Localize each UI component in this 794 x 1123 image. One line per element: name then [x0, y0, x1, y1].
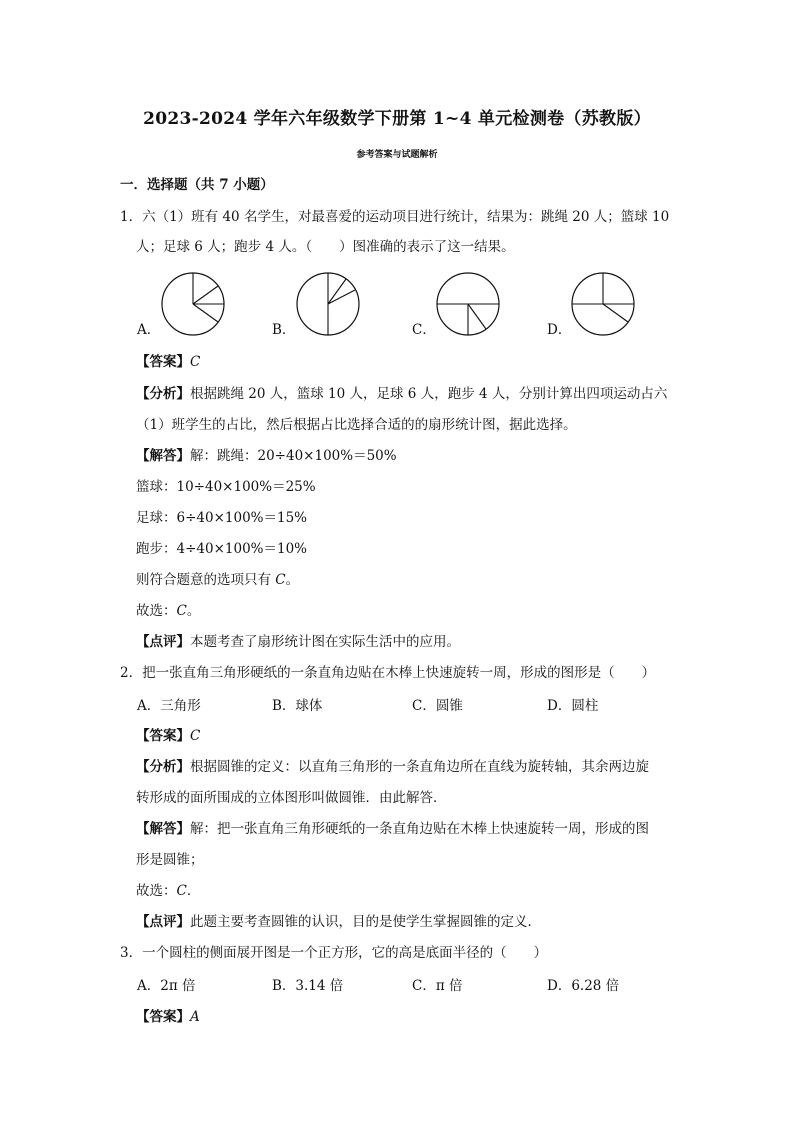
q1-stem-line1: 1．六（1）班有 40 名学生，对最喜爱的运动项目进行统计，结果为：跳绳 20 人；篮球 10: [120, 209, 670, 225]
q2-analysis-line2: 转形成的面所围成的立体图形叫做圆锥．由此解答．: [136, 790, 447, 806]
page-title: 2023-2024 学年六年级数学下册第 1~4 单元检测卷（苏教版）: [143, 109, 651, 129]
q3-stem: 3．一个圆柱的侧面展开图是一个正方形，它的高是底面半径的（ ）: [120, 945, 548, 961]
q1-answer: [136, 353, 200, 371]
q2-comment: 【点评】此题主要考查圆锥的认识，目的是使学生掌握圆锥的定义．: [136, 914, 541, 930]
q1-solution-line4: 跑步：4÷40×100%＝10%: [136, 541, 307, 557]
q2-option-c: C．圆锥: [412, 698, 463, 714]
pie-chart-option-d: [570, 271, 636, 337]
q1-pick: 故选：C。: [136, 603, 201, 619]
q3-option-b: B．3.14 倍: [272, 978, 344, 994]
q3-answer: [136, 1008, 200, 1026]
q1-solution-line5: 则符合题意的选项只有 C。: [136, 572, 300, 588]
q2-option-d: D．圆柱: [547, 698, 599, 714]
pie-chart-option-a: [160, 271, 226, 337]
q2-solution-tag: 【解答】: [136, 821, 190, 837]
q1-option-a-label: A．: [137, 322, 161, 338]
q2-comment-tag: 【点评】: [136, 914, 190, 930]
q1-comment-tag: 【点评】: [136, 634, 190, 650]
q2-option-b: B．球体: [272, 698, 323, 714]
q2-answer-value: C: [190, 728, 201, 744]
q2-stem: 2．把一张直角三角形硬纸的一条直角边贴在木棒上快速旋转一周，形成的图形是（ ）: [120, 665, 656, 681]
q1-answer-value: C: [190, 354, 201, 370]
q1-option-d-label: D．: [547, 322, 572, 338]
pie-chart-option-b: [295, 271, 361, 337]
q2-solution-line1: 【解答】解：把一张直角三角形硬纸的一条直角边贴在木棒上快速旋转一周，形成的图: [136, 821, 649, 837]
q2-solution-line2: 形是圆锥；: [136, 852, 204, 868]
q3-option-a: A．2π 倍: [137, 978, 196, 994]
q1-solution-tag: 【解答】: [136, 448, 190, 464]
page-subtitle: 参考答案与试题解析: [356, 150, 438, 160]
q2-answer: [136, 727, 200, 745]
q1-solution-line1: 【解答】解：跳绳：20÷40×100%＝50%: [136, 448, 397, 464]
q2-analysis-line1: 【分析】根据圆锥的定义：以直角三角形的一条直角边所在直线为旋转轴，其余两边旋: [136, 759, 649, 775]
q1-answer-tag: 【答案】: [136, 354, 190, 370]
q1-solution-line2: 篮球：10÷40×100%＝25%: [136, 479, 316, 495]
q1-analysis-line2: （1）班学生的占比，然后根据占比选择合适的的扇形统计图，据此选择。: [136, 417, 577, 433]
q3-option-c: C．π 倍: [412, 978, 463, 994]
q1-option-c-label: C．: [412, 322, 436, 338]
q1-option-b-label: B．: [272, 322, 296, 338]
q3-answer-value: A: [190, 1009, 200, 1025]
section-heading: 一．选择题（共 7 小题）: [120, 177, 274, 193]
q3-option-d: D．6.28 倍: [547, 978, 620, 994]
q2-pick: 故选：C．: [136, 883, 201, 899]
pie-chart-option-c: [435, 271, 501, 337]
q2-analysis-tag: 【分析】: [136, 759, 190, 775]
q1-stem-line2: 人；足球 6 人；跑步 4 人。（ ）图准确的表示了这一结果。: [136, 239, 515, 255]
q3-answer-tag: 【答案】: [136, 1009, 190, 1025]
q1-analysis-tag: 【分析】: [136, 386, 190, 402]
q1-comment: 【点评】本题考查了扇形统计图在实际生活中的应用。: [136, 634, 460, 650]
q2-answer-tag: 【答案】: [136, 728, 190, 744]
q1-analysis-line1: 【分析】根据跳绳 20 人，篮球 10 人，足球 6 人，跑步 4 人，分别计算出四项运动占六: [136, 386, 668, 402]
q1-solution-line3: 足球：6÷40×100%＝15%: [136, 510, 307, 526]
q2-option-a: A．三角形: [137, 698, 201, 714]
